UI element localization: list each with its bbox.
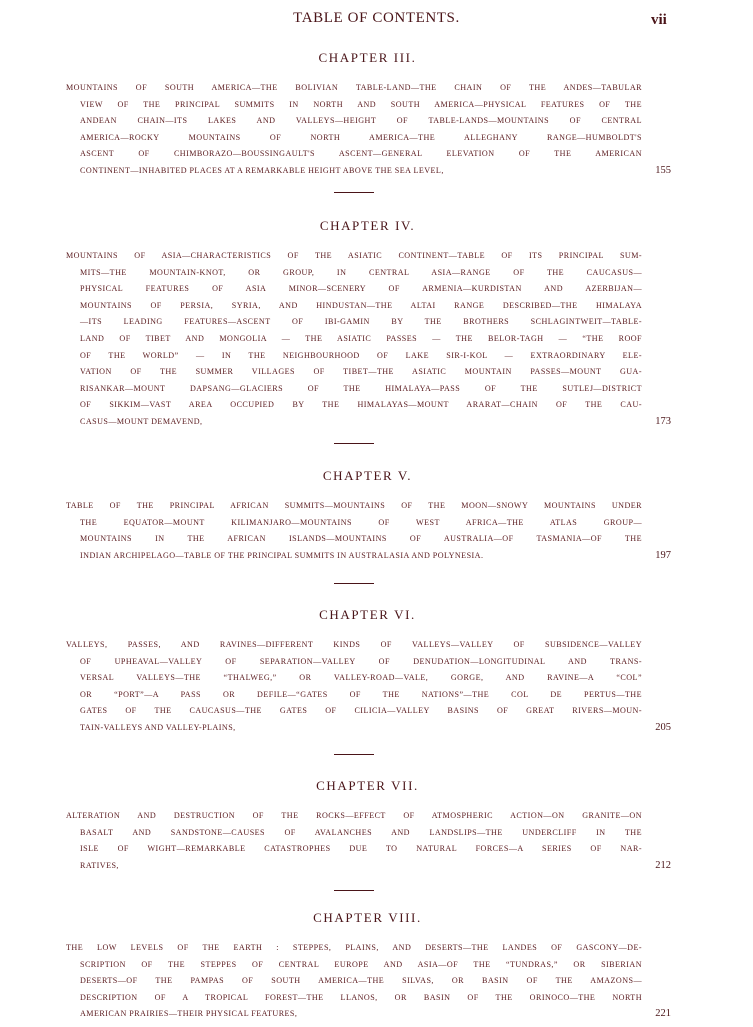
section-divider (334, 443, 374, 444)
summary-line: RISANKAR—MOUNT DAPSANG—GLACIERS OF THE HIMALAYA—PASS OF THE SUTLEJ—DISTRICT (80, 383, 642, 393)
summary-line: TAIN-VALLEYS AND VALLEY-PLAINS, (80, 722, 236, 732)
page-number: vii (651, 12, 667, 28)
summary-line: MOUNTAINS OF PERSIA, SYRIA, AND HINDUSTAN—THE ALTAI RANGE DESCRIBED—THE HIMALAYA (80, 300, 642, 310)
chapter-heading: CHAPTER III. (318, 50, 417, 65)
summary-line: DESCRIPTION OF A TROPICAL FOREST—THE LLANOS, OR BASIN OF THE ORINOCO—THE NORTH (80, 992, 642, 1002)
page-reference: 155 (655, 164, 671, 176)
chapter-heading: CHAPTER V. (322, 468, 413, 483)
chapter-heading: CHAPTER VIII. (313, 910, 422, 925)
section-divider (334, 754, 374, 755)
chapter-summary (66, 498, 669, 564)
summary-line: MOUNTAINS OF ASIA—CHARACTERISTICS OF THE ASIATIC CONTINENT—TABLE OF ITS PRINCIPAL SUM- (66, 251, 642, 260)
summary-line: VALLEYS, PASSES, AND RAVINES—DIFFERENT KINDS OF VALLEYS—VALLEY OF SUBSIDENCE—VALLEY (66, 640, 642, 649)
page-reference: 221 (655, 1008, 671, 1020)
summary-line: OF UPHEAVAL—VALLEY OF SEPARATION—VALLEY OF DENUDATION—LONGITUDINAL AND TRANS- (80, 656, 642, 666)
chapter-entry (66, 778, 669, 874)
summary-line: VIEW OF THE PRINCIPAL SUMMITS IN NORTH AND SOUTH AMERICA—PHYSICAL FEATURES OF THE (80, 99, 642, 109)
summary-line: LAND OF TIBET AND MONGOLIA — THE ASIATIC PASSES — THE BELOR-TAGH — “THE ROOF (80, 333, 642, 343)
summary-line: OF SIKKIM—VAST AREA OCCUPIED BY THE HIMALAYAS—MOUNT ARARAT—CHAIN OF THE CAU- (80, 400, 642, 410)
chapter-entry (66, 607, 669, 737)
chapter-entry (66, 910, 669, 1023)
summary-line: MITS—THE MOUNTAIN-KNOT, OR GROUP, IN CENTRAL ASIA—RANGE OF THE CAUCASUS— (80, 267, 642, 277)
summary-line: RATIVES, (80, 860, 119, 870)
summary-line: MOUNTAINS OF SOUTH AMERICA—THE BOLIVIAN TABLE-LAND—THE CHAIN OF THE ANDES—TABULAR (66, 83, 642, 92)
chapter-entry (66, 50, 669, 180)
summary-line: BASALT AND SANDSTONE—CAUSES OF AVALANCHES AND LANDSLIPS—THE UNDERCLIFF IN THE (80, 827, 642, 837)
summary-line: CASUS—MOUNT DEMAVEND, (80, 416, 203, 426)
summary-line: CONTINENT—INHABITED PLACES AT A REMARKABLE HEIGHT ABOVE THE SEA LEVEL, (80, 165, 444, 175)
section-divider (334, 890, 374, 891)
summary-line: MOUNTAINS IN THE AFRICAN ISLANDS—MOUNTAINS OF AUSTRALIA—OF TASMANIA—OF THE (80, 534, 642, 544)
chapter-summary (66, 80, 669, 180)
chapter-summary (66, 808, 669, 874)
page-reference: 197 (655, 549, 671, 561)
summary-line: GATES OF THE CAUCASUS—THE GATES OF CILICIA—VALLEY BASINS OF GREAT RIVERS—MOUN- (80, 706, 642, 716)
summary-line: PHYSICAL FEATURES OF ASIA MINOR—SCENERY OF ARMENIA—KURDISTAN AND AZERBIJAN— (80, 284, 642, 294)
page-reference: 173 (655, 415, 671, 427)
summary-line: VATION OF THE SUMMER VILLAGES OF TIBET—THE ASIATIC MOUNTAIN PASSES—MOUNT GUA- (80, 367, 642, 377)
summary-line: OR “PORT”—A PASS OR DEFILE—“GATES OF THE NATIONS”—THE COL DE PERTUS—THE (80, 689, 642, 699)
summary-line: OF THE WORLD” — IN THE NEIGHBOURHOOD OF LAKE SIR-I-KOL — EXTRAORDINARY ELE- (80, 350, 642, 360)
summary-line: AMERICA—ROCKY MOUNTAINS OF NORTH AMERICA—THE ALLEGHANY RANGE—HUMBOLDT'S (80, 132, 642, 142)
page-reference: 212 (655, 859, 671, 871)
chapter-heading: CHAPTER VII. (316, 778, 419, 793)
chapter-summary (66, 248, 669, 431)
summary-line: ALTERATION AND DESTRUCTION OF THE ROCKS—EFFECT OF ATMOSPHERIC ACTION—ON GRANITE—ON (66, 811, 642, 820)
summary-line: SCRIPTION OF THE STEPPES OF CENTRAL EUROPE AND ASIA—OF THE “TUNDRAS,” OR SIBERIAN (80, 959, 642, 969)
section-divider (334, 192, 374, 193)
summary-line: THE EQUATOR—MOUNT KILIMANJARO—MOUNTAINS OF WEST AFRICA—THE ATLAS GROUP— (80, 517, 642, 527)
section-divider (334, 583, 374, 584)
summary-line: —ITS LEADING FEATURES—ASCENT OF IBI-GAMIN BY THE BROTHERS SCHLAGINTWEIT—TABLE- (80, 317, 642, 327)
summary-line: VERSAL VALLEYS—THE “THALWEG,” OR VALLEY-ROAD—VALE, GORGE, AND RAVINE—A “COL” (80, 673, 642, 683)
summary-line: AMERICAN PRAIRIES—THEIR PHYSICAL FEATURES, (80, 1009, 298, 1019)
chapter-summary (66, 637, 669, 737)
chapter-entry (66, 218, 669, 431)
summary-line: DESERTS—OF THE PAMPAS OF SOUTH AMERICA—THE SILVAS, OR BASIN OF THE AMAZONS— (80, 976, 642, 986)
summary-line: TABLE OF THE PRINCIPAL AFRICAN SUMMITS—MOUNTAINS OF THE MOON—SNOWY MOUNTAINS UNDER (66, 501, 642, 510)
summary-line: ISLE OF WIGHT—REMARKABLE CATASTROPHES DUE TO NATURAL FORCES—A SERIES OF NAR- (80, 844, 642, 854)
page-reference: 205 (655, 721, 671, 733)
summary-line: THE LOW LEVELS OF THE EARTH : STEPPES, PLAINS, AND DESERTS—THE LANDES OF GASCONY—DE- (66, 943, 642, 952)
page-title: TABLE OF CONTENTS. (293, 10, 460, 26)
chapter-summary (66, 940, 669, 1023)
summary-line: INDIAN ARCHIPELAGO—TABLE OF THE PRINCIPAL SUMMITS IN AUSTRALASIA AND POLYNESIA. (80, 550, 484, 560)
summary-line: ANDEAN CHAIN—ITS LAKES AND VALLEYS—HEIGHT OF TABLE-LANDS—MOUNTAINS OF CENTRAL (80, 116, 642, 126)
chapter-entry (66, 468, 669, 564)
chapter-heading: CHAPTER IV. (319, 218, 416, 233)
summary-line: ASCENT OF CHIMBORAZO—BOUSSINGAULT'S ASCENT—GENERAL ELEVATION OF THE AMERICAN (80, 149, 642, 159)
chapter-heading: CHAPTER VI. (319, 607, 416, 622)
